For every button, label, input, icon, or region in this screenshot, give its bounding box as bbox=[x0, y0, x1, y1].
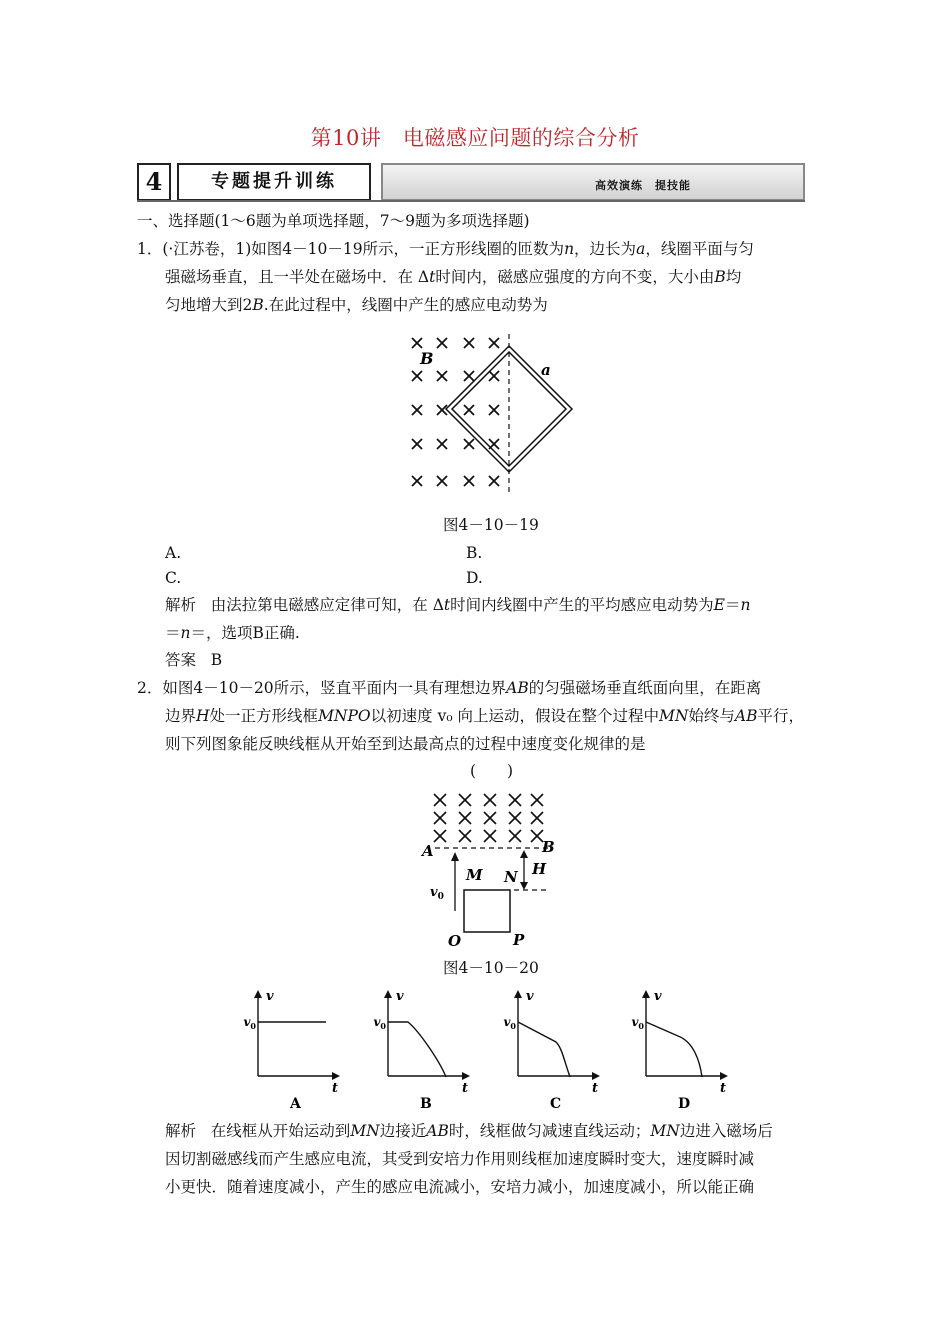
velocity-graph-D bbox=[631, 989, 728, 1112]
q2-analysis-line-2: 因切割磁感线而产生感应电流，其受到安培力作用则线框加速度瞬时变大，速度瞬时减 bbox=[165, 1150, 755, 1168]
q2-velocity-graphs bbox=[236, 984, 736, 1114]
velocity-arrowhead bbox=[451, 852, 459, 861]
label-B: B bbox=[542, 838, 555, 856]
q2-line-3: 则下列图象能反映线框从开始至到达最高点的过程中速度变化规律的是 bbox=[165, 735, 646, 753]
magnetic-field-crosses bbox=[434, 794, 543, 842]
t-axis-arrow bbox=[720, 1072, 728, 1080]
t-axis-arrow bbox=[462, 1072, 470, 1080]
label-H: H bbox=[532, 860, 547, 878]
velocity-graph-A bbox=[243, 989, 340, 1112]
q2-analysis-line-1: 解析 在线框从开始运动到MN边接近AB时，线框做匀减速直线运动；MN边进入磁场后 bbox=[165, 1122, 773, 1140]
axis-label-t: t bbox=[592, 1081, 599, 1096]
v-axis-arrow bbox=[642, 990, 650, 998]
label-P: P bbox=[513, 931, 525, 949]
label-v0: $v_0$ bbox=[430, 885, 444, 902]
q1-figure-caption: 图4－10－19 bbox=[443, 516, 539, 534]
axis-label-v0: $v_0$ bbox=[631, 1015, 644, 1031]
velocity-curve bbox=[388, 1022, 446, 1077]
graph-letter: A bbox=[290, 1096, 301, 1112]
banner-label: 专题提升训练 bbox=[177, 163, 371, 201]
q1-line-3: 匀地增大到2B.在此过程中，线圈中产生的感应电动势为 bbox=[165, 296, 548, 314]
q2-answer-paren: ( ) bbox=[470, 762, 514, 780]
banner-underline bbox=[137, 200, 805, 202]
velocity-graph-B bbox=[373, 989, 470, 1112]
velocity-graph-C bbox=[503, 989, 600, 1112]
label-A: A bbox=[422, 842, 434, 860]
velocity-curve bbox=[518, 1022, 570, 1077]
axis-label-v0: $v_0$ bbox=[243, 1015, 256, 1031]
q1-figure-coil-in-field bbox=[400, 330, 590, 500]
v-axis-arrow bbox=[384, 990, 392, 998]
axis-label-t: t bbox=[332, 1081, 339, 1096]
q1-line-1: 1．(·江苏卷，1)如图4－10－19所示，一正方形线圈的匝数为n，边长为a，线圈平面与匀 bbox=[137, 240, 754, 258]
side-label-a: a bbox=[541, 361, 551, 379]
axis-label-v: v bbox=[526, 989, 534, 1004]
q1-option-B: B. bbox=[466, 544, 483, 562]
label-N: N bbox=[504, 868, 518, 886]
section-banner bbox=[137, 163, 805, 201]
section-heading: 一、选择题(1～6题为单项选择题，7～9题为多项选择题) bbox=[137, 212, 530, 230]
label-O: O bbox=[448, 932, 462, 950]
label-M: M bbox=[466, 866, 483, 884]
q2-analysis-line-3: 小更快．随着速度减小，产生的感应电流减小，安培力减小，加速度减小，所以能正确 bbox=[165, 1178, 755, 1196]
q1-analysis-line-1: 解析 由法拉第电磁感应定律可知，在 Δt时间内线圈中产生的平均感应电动势为E＝n bbox=[165, 596, 751, 614]
q1-analysis-line-2: ＝n＝，选项B正确. bbox=[165, 624, 300, 642]
q2-figure-frame-and-field bbox=[418, 786, 568, 950]
q1-option-C: C. bbox=[165, 569, 182, 587]
banner-number: 4 bbox=[137, 163, 171, 201]
axis-label-v0: $v_0$ bbox=[373, 1015, 386, 1031]
q1-option-A: A. bbox=[165, 544, 182, 562]
q1-line-2: 强磁场垂直，且一半处在磁场中．在 Δt时间内，磁感应强度的方向不变，大小由B均 bbox=[165, 268, 742, 286]
q2-figure-caption: 图4－10－20 bbox=[443, 959, 539, 977]
q2-line-1: 2．如图4－10－20所示，竖直平面内一具有理想边界AB的匀强磁场垂直纸面向里，在距离 bbox=[137, 679, 762, 697]
graph-letter: D bbox=[678, 1096, 691, 1112]
axis-label-t: t bbox=[720, 1081, 727, 1096]
graph-letter: C bbox=[550, 1096, 562, 1112]
axis-label-t: t bbox=[462, 1081, 469, 1096]
t-axis-arrow bbox=[332, 1072, 340, 1080]
axis-label-v: v bbox=[654, 989, 662, 1004]
q2-line-2: 边界H处一正方形线框MNPO以初速度 v₀ 向上运动，假设在整个过程中MN始终与AB平行， bbox=[165, 707, 805, 725]
t-axis-arrow bbox=[592, 1072, 600, 1080]
q1-answer: 答案 B bbox=[165, 651, 223, 669]
graph-letter: B bbox=[420, 1096, 432, 1112]
banner-slogan-box bbox=[381, 163, 805, 201]
square-frame bbox=[464, 890, 510, 932]
distance-H-arrow-down bbox=[520, 882, 528, 890]
axis-label-v: v bbox=[266, 989, 274, 1004]
v-axis-arrow bbox=[514, 990, 522, 998]
v-axis-arrow bbox=[254, 990, 262, 998]
velocity-curve bbox=[646, 1022, 702, 1077]
axis-label-v: v bbox=[396, 989, 404, 1004]
distance-H-arrow-up bbox=[520, 850, 528, 858]
page-title: 第10讲 电磁感应问题的综合分析 bbox=[310, 126, 640, 150]
banner-slogan: 高效演练 提技能 bbox=[595, 179, 691, 192]
field-label-B: B bbox=[420, 349, 434, 368]
axis-label-v0: $v_0$ bbox=[503, 1015, 516, 1031]
q1-option-D: D. bbox=[466, 569, 483, 587]
